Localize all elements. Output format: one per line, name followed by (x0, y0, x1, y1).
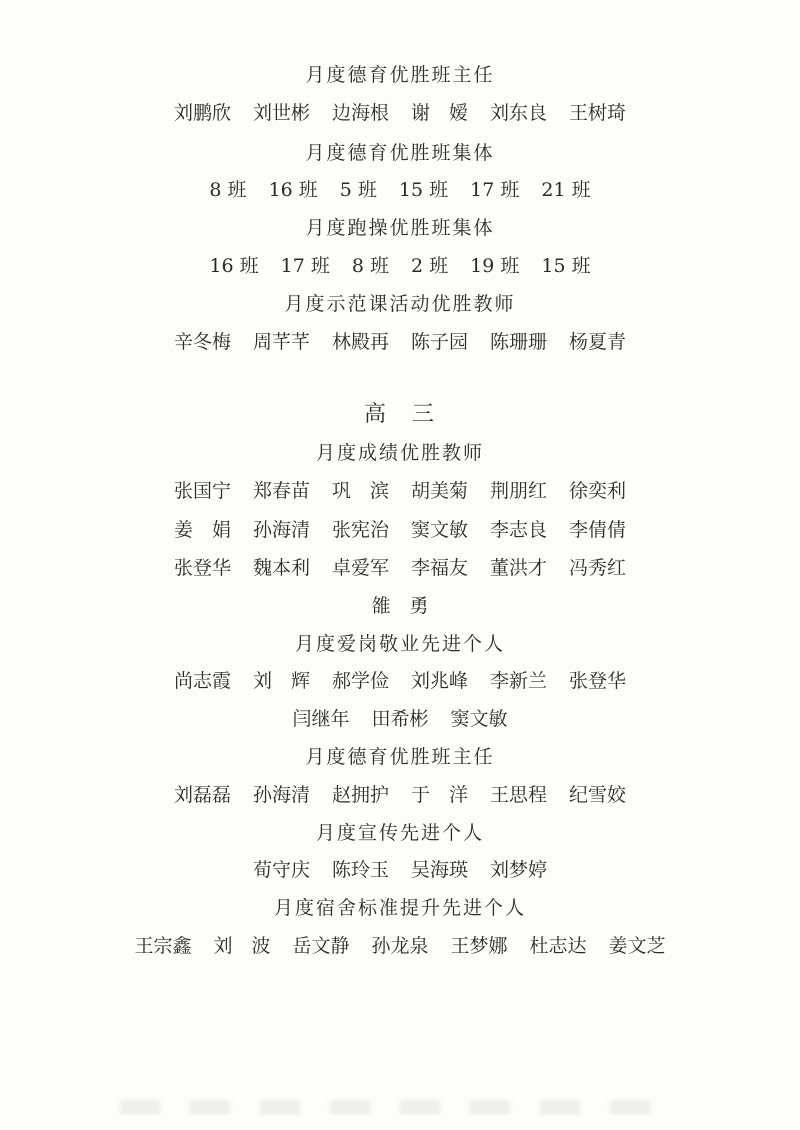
name-item: 王树琦 (569, 102, 627, 124)
name-item: 陈玲玉 (331, 859, 389, 881)
name-item: 冯秀红 (569, 557, 627, 579)
name-item: 刘鹏欣 (173, 102, 231, 124)
name-item: 谢 嫒 (411, 102, 469, 124)
name-list (0, 933, 800, 959)
name-list (0, 100, 800, 126)
name-item: 闫继年 (292, 708, 350, 730)
name-item: 荀守庆 (252, 859, 310, 881)
name-item: 郝学俭 (331, 670, 389, 692)
name-item: 杜志达 (529, 935, 587, 957)
award-heading: 月度德育优胜班主任 (305, 746, 495, 768)
name-item: 张登华 (173, 557, 231, 579)
award-heading: 月度宿舍标准提升先进个人 (273, 897, 526, 919)
name-item: 刘 波 (213, 935, 271, 957)
name-item: 李志良 (490, 519, 548, 541)
name-item: 17 班 (280, 255, 330, 277)
name-item: 周芊芊 (252, 331, 310, 353)
name-list (0, 478, 800, 504)
award-heading: 月度德育优胜班集体 (305, 142, 495, 164)
name-item: 窦文敏 (411, 519, 469, 541)
name-item: 辛冬梅 (173, 331, 231, 353)
name-item: 姜文芝 (608, 935, 666, 957)
name-item: 2 班 (411, 255, 449, 277)
name-item: 林殿再 (331, 331, 389, 353)
name-list (0, 329, 800, 355)
name-item: 王宗鑫 (134, 935, 192, 957)
award-heading: 月度爱岗敬业先进个人 (294, 633, 505, 655)
name-item: 17 班 (470, 179, 520, 201)
award-heading: 月度跑操优胜班集体 (305, 217, 495, 239)
award-heading: 月度成绩优胜教师 (315, 442, 484, 464)
name-item: 15 班 (541, 255, 591, 277)
scan-artifact (120, 1100, 680, 1114)
name-item: 陈珊珊 (490, 331, 548, 353)
name-item: 21 班 (541, 179, 591, 201)
name-item: 徐奕利 (569, 480, 627, 502)
name-item: 19 班 (470, 255, 520, 277)
name-list (0, 253, 800, 279)
name-item: 纪雪姣 (569, 784, 627, 806)
name-list (0, 177, 800, 203)
name-item: 张登华 (569, 670, 627, 692)
name-item: 刘磊磊 (173, 784, 231, 806)
name-item: 杨夏青 (569, 331, 627, 353)
name-item: 田希彬 (371, 708, 429, 730)
name-item: 李倩倩 (569, 519, 627, 541)
name-list (0, 517, 800, 543)
award-heading: 月度宣传先进个人 (315, 822, 484, 844)
name-item: 刘梦婷 (490, 859, 548, 881)
name-item: 孙海清 (252, 519, 310, 541)
name-item: 于 洋 (411, 784, 469, 806)
name-item: 8 班 (209, 179, 247, 201)
name-item: 吴海瑛 (411, 859, 469, 881)
name-list (0, 668, 800, 694)
name-item: 孙海清 (252, 784, 310, 806)
name-item: 李福友 (411, 557, 469, 579)
name-item: 姜 娟 (173, 519, 231, 541)
name-item: 魏本利 (252, 557, 310, 579)
name-list (0, 706, 800, 732)
name-item: 张宪治 (331, 519, 389, 541)
name-item: 刘东良 (490, 102, 548, 124)
name-item: 郑春苗 (252, 480, 310, 502)
name-item: 王思程 (490, 784, 548, 806)
name-item: 窦文敏 (450, 708, 508, 730)
name-item: 巩 滨 (331, 480, 389, 502)
name-item: 刘 辉 (252, 670, 310, 692)
name-list (0, 857, 800, 883)
award-heading: 月度示范课活动优胜教师 (284, 293, 516, 315)
name-item: 尚志霞 (173, 670, 231, 692)
name-item: 岳文静 (292, 935, 350, 957)
name-item: 李新兰 (490, 670, 548, 692)
name-item: 15 班 (398, 179, 449, 201)
award-heading: 月度德育优胜班主任 (305, 64, 495, 86)
name-item: 雒 勇 (371, 595, 429, 617)
name-list (0, 555, 800, 581)
name-item: 16 班 (209, 255, 259, 277)
name-item: 卓爱军 (331, 557, 389, 579)
name-list (0, 593, 800, 619)
name-item: 张国宁 (173, 480, 231, 502)
name-item: 赵拥护 (331, 784, 389, 806)
name-item: 荆朋红 (490, 480, 548, 502)
name-item: 陈子园 (411, 331, 469, 353)
name-item: 16 班 (268, 179, 318, 201)
name-list (0, 782, 800, 808)
section-title: 高 三 (363, 402, 436, 427)
name-item: 边海根 (331, 102, 389, 124)
name-item: 王梦娜 (450, 935, 508, 957)
name-item: 刘世彬 (252, 102, 310, 124)
name-item: 胡美菊 (411, 480, 469, 502)
name-item: 孙龙泉 (371, 935, 429, 957)
name-item: 8 班 (351, 255, 389, 277)
name-item: 董洪才 (490, 557, 548, 579)
name-item: 刘兆峰 (411, 670, 469, 692)
name-item: 5 班 (339, 179, 377, 201)
